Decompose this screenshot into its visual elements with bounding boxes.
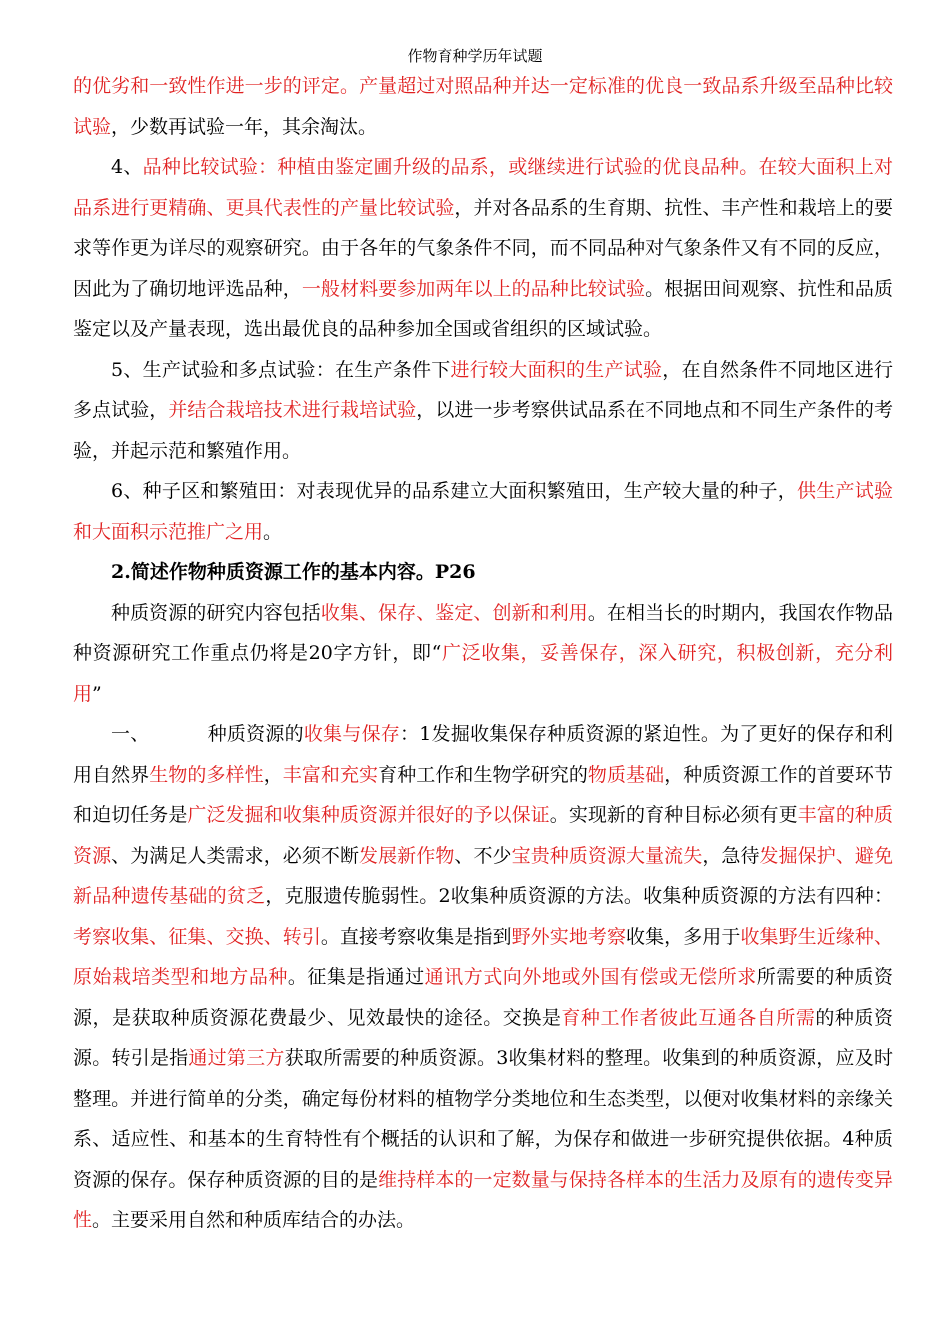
text-run: 。征集是指通过 — [287, 966, 425, 988]
text-run: ， — [263, 763, 283, 786]
highlighted-text: 的优劣和一致性作进一步的评定。产量超过对照品种并达一定标准的优良一致品系升级至品种比较试验 — [73, 75, 893, 138]
text-run: 。根据田间观察、抗性和品质鉴定以及产量表现，选出最优良的品种参加全国或省组织的区域试验。 — [73, 277, 893, 340]
text-run: 种质资源的 — [207, 723, 304, 745]
text-run: 。实现新的育种目标必须有更 — [549, 804, 798, 826]
text-run: 育种工作和生物学研究的 — [378, 763, 588, 786]
text-run: 。直接考察收集是指到 — [320, 925, 512, 948]
text-run: ，种质资源工作的首要环节和迫切任务是 — [73, 763, 893, 826]
document-body — [73, 66, 893, 1241]
text-run: 、为满足人类需求，必须不断 — [111, 844, 360, 867]
highlighted-text: 一般材料要参加两年以上的品种比较试验 — [301, 277, 646, 300]
text-run: 获取所需要的种质资源。3收集材料的整理。收集到的种质资源，应及时整理。并进行简单的分类，确定每份材料的植物学分类地位和生态类型，以便对收集材料的亲缘关系、适应性、和基本的生育特性有个概括的认识和了解，为保存和做进一步研究提供依据。4种质资源的保存。保存种质资源的目的是 — [73, 1047, 893, 1191]
text-run: ，在自然条件不同地区进行多点试验， — [73, 358, 893, 421]
paragraph — [73, 593, 893, 715]
highlighted-text: 考察收集、征集、交换、转引 — [73, 925, 321, 948]
text-run: ，克服遗传脆弱性。2收集种质资源的方法。收集种质资源的方法有四种： — [265, 885, 893, 907]
text-run: ，以进一步考察供试品系在不同地点和不同生产条件的考验，并起示范和繁殖作用。 — [73, 399, 893, 462]
highlighted-text: 发掘保护、避免新品种遗传基础的贫乏 — [73, 844, 893, 907]
highlighted-text: 丰富和充实 — [282, 763, 379, 786]
highlighted-text: 发展新作物 — [359, 844, 455, 867]
highlighted-text: 广泛收集，妥善保存，深入研究，积极创新，充分利用 — [73, 642, 893, 705]
text-run: 6、种子区和繁殖田：对表现优异的品系建立大面积繁殖田，生产较大量的种子， — [111, 480, 797, 502]
paragraph — [73, 471, 893, 552]
highlighted-text: 收集、保存、鉴定、创新和利用 — [320, 601, 588, 624]
highlighted-text: 进行较大面积的生产试验 — [450, 358, 663, 381]
paragraph — [73, 147, 893, 350]
highlighted-text: 供生产试验和大面积示范推广之用 — [73, 480, 893, 543]
paragraph — [73, 66, 893, 147]
text-run: ，并对各品系的生育期、抗性、丰产性和栽培上的要求等作更为详尽的观察研究。由于各年的气象条件不同，而不同品种对气象条件又有不同的反应，因此为了确切地评选品种， — [73, 196, 893, 300]
text-run: ，急待 — [702, 844, 760, 867]
text-run: ，少数再试验一年，其余淘汰。 — [111, 115, 378, 138]
text-run: 5、生产试验和多点试验：在生产条件下 — [111, 358, 451, 381]
highlighted-text: 品种比较试验：种植由鉴定圃升级的品系，或继续进行试验的优良品种。在较大面积上对品系进行更精确、更具代表性的产量比较试验 — [73, 156, 893, 219]
text-run: 、不少 — [454, 844, 512, 867]
text-run: ” — [92, 682, 102, 705]
highlighted-text: 广泛发掘和收集种质资源并很好的予以保证 — [187, 804, 550, 826]
text-run: 2.简述作物种质资源工作的基本内容。P26 — [111, 561, 476, 583]
highlighted-text: 维持样本的一定数量与保持各样本的生活力及原有的遗传变异性 — [73, 1168, 893, 1231]
paragraph — [73, 714, 893, 1241]
highlighted-text: 并结合栽培技术进行栽培试验 — [168, 399, 417, 421]
text-run: 收集，多用于 — [626, 925, 741, 948]
text-run: 。主要采用自然和种质库结合的办法。 — [92, 1209, 416, 1231]
text-run: 的种质资源。转引是指 — [73, 1006, 893, 1069]
highlighted-text: 丰富的种质资源 — [73, 804, 893, 867]
highlighted-text: 宝贵种质资源大量流失 — [511, 844, 703, 867]
text-run: 种质资源的研究内容包括 — [111, 601, 321, 624]
highlighted-text: 通讯方式向外地或外国有偿或无偿所求 — [424, 966, 757, 988]
highlighted-text: 生物的多样性 — [149, 763, 264, 786]
highlighted-text: 野外实地考察 — [511, 925, 627, 948]
highlighted-text: 收集与保存 — [303, 723, 401, 745]
text-run: 一、 — [111, 723, 150, 745]
text-run: ：1发掘收集保存种质资源的紧迫性。为了更好的保存和利用自然界 — [73, 723, 893, 786]
text-run: 。在相当长的时期内，我国农作物品种资源研究工作重点仍将是20字方针，即“ — [73, 601, 893, 664]
highlighted-text: 收集野生近缘种、原始栽培类型和地方品种 — [73, 925, 893, 988]
page-header: 作物育种学历年试题 — [407, 47, 543, 65]
text-run: 所需要的种质资源，是获取种质资源花费最少、见效最快的途径。交换是 — [73, 966, 893, 1029]
highlighted-text: 物质基础 — [587, 763, 665, 786]
highlighted-text: 通过第三方 — [188, 1047, 285, 1069]
paragraph — [73, 350, 893, 472]
text-run: 4、 — [111, 156, 143, 178]
section-heading — [73, 552, 893, 593]
text-run: 。 — [263, 520, 283, 543]
highlighted-text: 育种工作者彼此互通各自所需 — [561, 1006, 816, 1029]
